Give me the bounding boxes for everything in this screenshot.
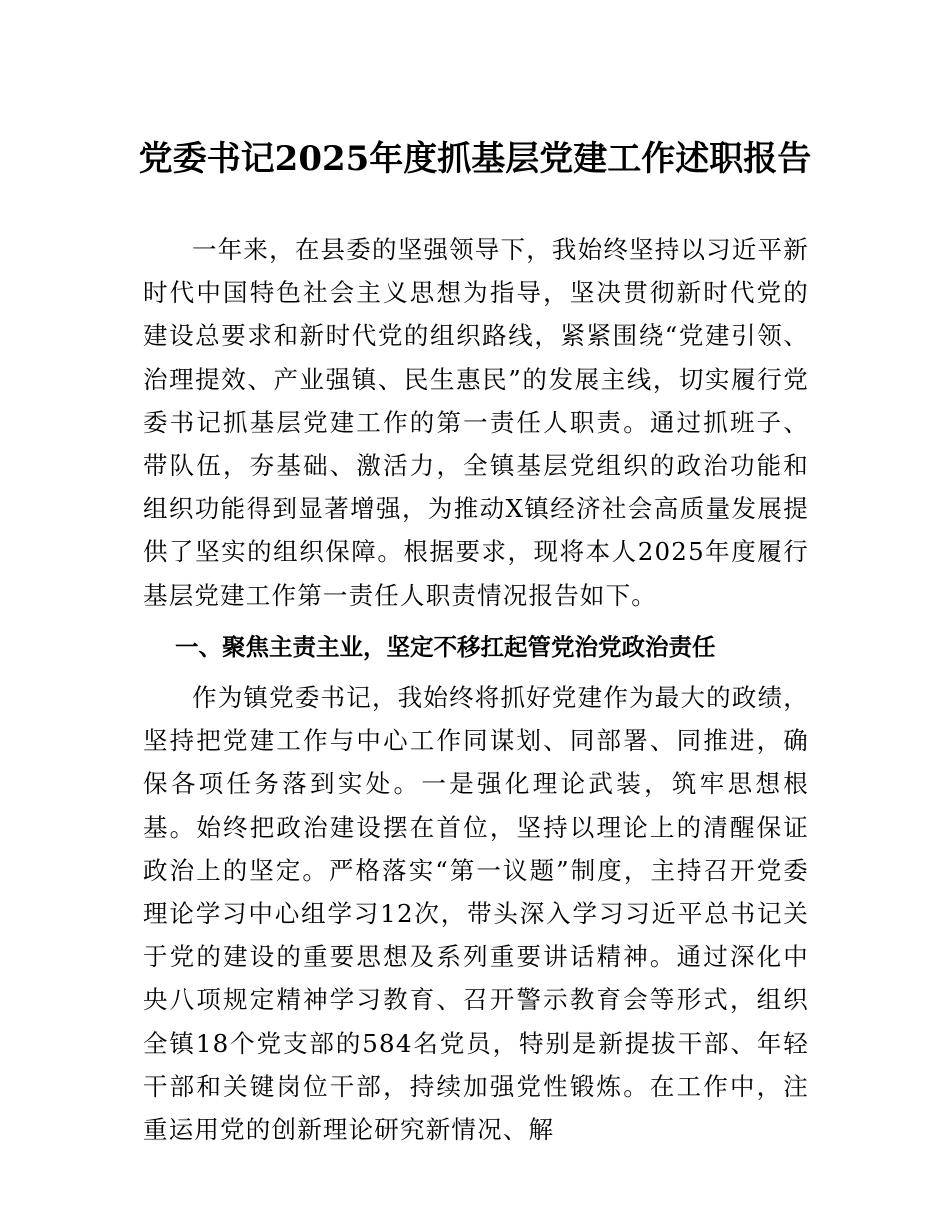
section-heading: 一、聚焦主责主业，坚定不移扛起管党治党政治责任	[175, 633, 716, 661]
document-title: 党委书记2025年度抓基层党建工作述职报告	[138, 138, 812, 179]
section-paragraph: 作为镇党委书记，我始终将抓好党建作为最大的政绩，坚持把党建工作与中心工作同谋划、同部署、同推进，确保各项任务落到实处。一是强化理论武装，筑牢思想根基。始终把政治建设摆在首位，坚持以理论上的清醒保证政治上的坚定。严格落实“第一议题”制度，主持召开党委理论学习中心组学习12次，带头深入学习习近平总书记关于党的建设的重要思想及系列重要讲话精神。通过深化中央八项规定精神学习教育、召开警示教育会等形式，组织全镇18个党支部的584名党员，特别是新提拔干部、年轻干部和关键岗位干部，持续加强党性锻炼。在工作中，注重运用党的创新理论研究新情况、解	[143, 683, 809, 1145]
intro-paragraph: 一年来，在县委的坚强领导下，我始终坚持以习近平新时代中国特色社会主义思想为指导，坚决贯彻新时代党的建设总要求和新时代党的组织路线，紧紧围绕“党建引领、治理提效、产业强镇、民生惠民”的发展主线，切实履行党委书记抓基层党建工作的第一责任人职责。通过抓班子、带队伍，夯基础、激活力，全镇基层党组织的政治功能和组织功能得到显著增强，为推动X镇经济社会高质量发展提供了坚实的组织保障。根据要求，现将本人2025年度履行基层党建工作第一责任人职责情况报告如下。	[143, 235, 809, 610]
